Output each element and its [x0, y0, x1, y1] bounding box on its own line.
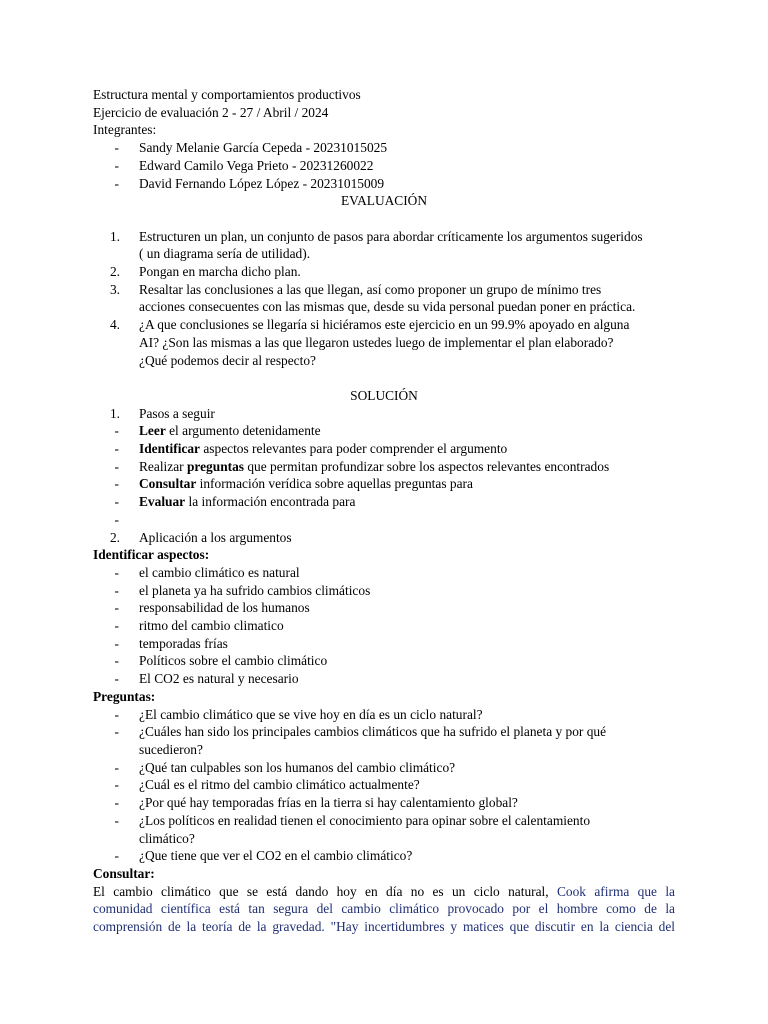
item-number: 1. — [109, 405, 120, 421]
list-item: - ¿Que tiene que ver el CO2 en el cambio climático? — [93, 847, 675, 865]
paragraph-text: El cambio climático que se está dando hoy en día no es un ciclo natural, — [93, 883, 549, 899]
item-text: acciones consecuentes con las mismas que, desde su vida personal puedan poner en práctica. — [139, 299, 636, 315]
item-text: ¿Qué tan culpables son los humanos del cambio climático? — [139, 759, 456, 775]
item-text: ¿A que conclusiones se llegaría si hiciéramos este ejercicio en un 99.9% apoyado en alguna — [139, 317, 630, 333]
list-item — [93, 529, 675, 547]
solution-heading: SOLUCIÓN — [350, 387, 418, 403]
item-number: 4. — [109, 317, 120, 333]
item-text: El CO2 es natural y necesario — [139, 671, 299, 687]
list-item: - ritmo del cambio climatico — [93, 617, 675, 635]
consult-paragraph — [93, 883, 675, 936]
list-item: - ¿El cambio climático que se vive hoy en día es un ciclo natural? — [93, 706, 675, 724]
list-item: - Identificar aspectos relevantes para poder comprender el argumento — [114, 441, 508, 457]
list-item: - Políticos sobre el cambio climático — [93, 652, 675, 670]
item-text: climático? — [139, 830, 195, 846]
item-number: 2. — [109, 529, 120, 545]
item-text: ritmo del cambio climatico — [139, 618, 284, 634]
item-text: Aplicación a los argumentos — [139, 529, 292, 545]
aspects-heading: Identificar aspectos: — [93, 547, 210, 563]
paragraph-quote-text: comunidad científica está tan segura del cambio climático provocado por el hombre como de la — [93, 901, 675, 917]
step-keyword: preguntas — [186, 458, 245, 474]
step-keyword: Consultar — [139, 476, 197, 492]
item-text: ( un diagrama sería de utilidad). — [139, 246, 311, 262]
evaluation-heading: EVALUACIÓN — [340, 193, 428, 209]
item-number: 2. — [109, 264, 120, 280]
item-text: ¿Cuáles han sido los principales cambios climáticos que ha sufrido el planeta y por qué — [139, 724, 607, 740]
list-item — [93, 281, 675, 316]
step-text: Realizar — [139, 458, 187, 474]
solution-steps — [93, 405, 675, 547]
item-text: ¿El cambio climático que se vive hoy en día es un ciclo natural? — [139, 706, 483, 722]
list-item — [93, 263, 675, 281]
aspects-list — [93, 564, 675, 688]
item-text: ¿Que tiene que ver el CO2 en el cambio climático? — [139, 848, 413, 864]
list-item: - Sandy Melanie García Cepeda - 20231015025 — [93, 139, 675, 157]
list-item: - Leer el argumento detenidamente — [114, 423, 321, 439]
members-label: Integrantes: — [93, 122, 157, 138]
list-item: - — [114, 511, 119, 527]
list-item: - ¿Qué tan culpables son los humanos del cambio climático? — [93, 759, 675, 777]
list-item: - Edward Camilo Vega Prieto - 20231260022 — [93, 157, 675, 175]
member-name: David Fernando López López - 20231015009 — [139, 175, 385, 191]
list-item: - responsabilidad de los humanos — [93, 599, 675, 617]
item-text: AI? ¿Son las mismas a las que llegaron ustedes luego de implementar el plan elaborado? — [139, 334, 614, 350]
item-text: sucedieron? — [139, 741, 203, 757]
list-item: - el planeta ya ha sufrido cambios climáticos — [93, 582, 675, 600]
step-keyword: Leer — [139, 423, 166, 439]
list-item: - Realizar preguntas que permitan profundizar sobre los aspectos relevantes encontrados — [114, 458, 610, 474]
questions-list — [93, 706, 675, 865]
list-item: - ¿Los políticos en realidad tienen el conocimiento para opinar sobre el calentamiento climático? — [93, 812, 675, 847]
list-item: - el cambio climático es natural — [93, 564, 675, 582]
document-body — [93, 86, 675, 936]
item-text: ¿Por qué hay temporadas frías en la tierra si hay calentamiento global? — [139, 795, 518, 811]
paragraph-quote-text: Cook afirma que la — [548, 883, 675, 899]
list-item: - Evaluar la información encontrada para — [114, 494, 356, 510]
step-keyword: Evaluar — [139, 494, 186, 510]
step-text: información verídica sobre aquellas preguntas para — [196, 476, 473, 492]
step-text: la información encontrada para — [185, 494, 356, 510]
item-text: ¿Los políticos en realidad tienen el conocimiento para opinar sobre el calentamiento — [139, 812, 591, 828]
consult-heading: Consultar: — [93, 865, 155, 881]
item-text: Estructuren un plan, un conjunto de pasos para abordar críticamente los argumentos sugeridos — [139, 228, 643, 244]
step-text: el argumento detenidamente — [165, 423, 321, 439]
item-text: Resaltar las conclusiones a las que llegan, así como proponer un grupo de mínimo tres — [139, 281, 602, 297]
step-keyword: Identificar — [139, 441, 200, 457]
item-text: el planeta ya ha sufrido cambios climáticos — [139, 582, 371, 598]
members-list — [93, 139, 675, 192]
list-item: - ¿Cuáles han sido los principales cambios climáticos que ha sufrido el planeta y por qué sucedieron? — [93, 723, 675, 758]
list-item: - ¿Por qué hay temporadas frías en la tierra si hay calentamiento global? — [93, 794, 675, 812]
list-item: - temporadas frías — [93, 635, 675, 653]
list-item: - El CO2 es natural y necesario — [93, 670, 675, 688]
list-item — [93, 316, 675, 369]
member-name: Edward Camilo Vega Prieto - 20231260022 — [139, 157, 374, 173]
item-text: responsabilidad de los humanos — [139, 600, 310, 616]
step-text: que permitan profundizar sobre los aspectos relevantes encontrados — [244, 458, 610, 474]
item-text: ¿Cuál es el ritmo del cambio climático actualmente? — [139, 777, 420, 793]
item-number: 3. — [109, 281, 120, 297]
paragraph-quote-text: comprensión de la teoría de la gravedad. "Hay incertidumbres y matices que discutir en la ciencia del — [93, 919, 675, 935]
step-text: aspectos relevantes para poder comprender el argumento — [200, 441, 508, 457]
list-item — [93, 405, 675, 423]
list-item: - ¿Cuál es el ritmo del cambio climático actualmente? — [93, 776, 675, 794]
item-text: Pasos a seguir — [139, 405, 215, 421]
document-subtitle: Ejercicio de evaluación 2 - 27 / Abril / 2024 — [93, 104, 329, 120]
list-item — [93, 228, 675, 263]
item-number: 1. — [109, 228, 120, 244]
item-text: el cambio climático es natural — [139, 564, 300, 580]
document-title: Estructura mental y comportamientos productivos — [93, 87, 361, 102]
item-text: temporadas frías — [139, 635, 228, 651]
member-name: Sandy Melanie García Cepeda - 20231015025 — [139, 140, 388, 156]
questions-heading: Preguntas: — [93, 688, 156, 704]
list-item: - Consultar información verídica sobre aquellas preguntas para — [114, 476, 473, 492]
evaluation-list — [93, 228, 675, 370]
item-text: Políticos sobre el cambio climático — [139, 653, 328, 669]
item-text: ¿Qué podemos decir al respecto? — [139, 352, 316, 368]
list-item: - David Fernando López López - 20231015009 — [93, 175, 675, 193]
item-text: Pongan en marcha dicho plan. — [139, 264, 301, 280]
